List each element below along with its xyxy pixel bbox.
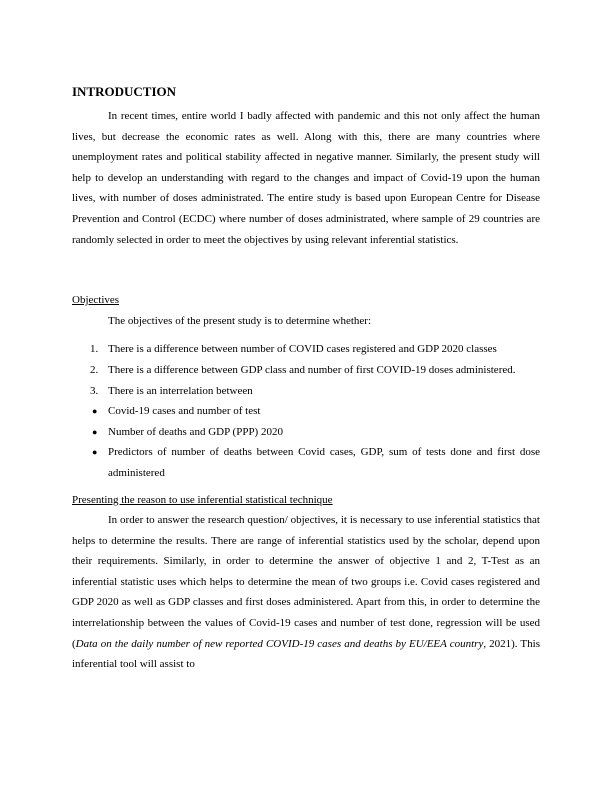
list-number: 2. bbox=[90, 363, 99, 376]
reason-paragraph-text: In order to answer the research question/ objectives, it is necessary to use inferential statistics that helps to determine the results. There are range of inferential statistics used by the scholar, depend upon their requirements. Similarly, in order to determine the answer of objective 1 and 2, T-Test as an inferential statistic uses which helps to determine the mean of two groups i.e. Covid cases registered and GDP 2020 as well as GDP classes and first doses administered. Apart from this, in order to determine the interrelationship between the values of Covid-19 cases and number of test done, regression will be used ( bbox=[72, 514, 540, 650]
list-item-text: Number of deaths and GDP (PPP) 2020 bbox=[108, 425, 283, 438]
objectives-numbered-list bbox=[72, 339, 540, 401]
list-item bbox=[72, 422, 540, 443]
list-item-text: Predictors of number of deaths between Covid cases, GDP, sum of tests done and first dose administered bbox=[108, 446, 540, 479]
bullet-icon: ● bbox=[92, 426, 98, 437]
page-content bbox=[72, 84, 540, 675]
intro-paragraph: In recent times, entire world I badly affected with pandemic and this not only affect the human lives, but decrease the economic rates as well. Along with this, there are many countries where unemployment rates and political stability affected in negative manner. Similarly, the present study will help to develop an understanding with regard to the changes and impact of Covid-19 upon the human lives, with number of doses administrated. The entire study is based upon European Centre for Disease Prevention and Control (ECDC) where number of doses administrated, where sample of 29 countries are randomly selected in order to meet the objectives by using relevant inferential statistics. bbox=[72, 110, 540, 246]
list-item bbox=[72, 401, 540, 422]
list-item bbox=[72, 381, 540, 402]
reason-heading: Presenting the reason to use inferential statistical technique bbox=[72, 493, 333, 506]
list-item bbox=[72, 442, 540, 483]
citation-title: Data on the daily number of new reported COVID-19 cases and deaths by EU/EEA country bbox=[75, 637, 484, 650]
list-item bbox=[72, 339, 540, 360]
page-title: INTRODUCTION bbox=[72, 84, 177, 99]
list-item-text: Covid-19 cases and number of test bbox=[108, 405, 261, 418]
bullet-icon: ● bbox=[92, 447, 98, 458]
list-number: 3. bbox=[90, 384, 99, 397]
objectives-heading: Objectives bbox=[72, 294, 120, 307]
list-item-text: There is a difference between GDP class and number of first COVID-19 doses administered. bbox=[108, 363, 516, 376]
reason-paragraph-end: , 2021). This inferential tool will assist to bbox=[72, 637, 540, 671]
objectives-bullet-list bbox=[72, 401, 540, 483]
bullet-icon: ● bbox=[92, 406, 98, 417]
list-item-text: There is a difference between number of COVID cases registered and GDP 2020 classes bbox=[108, 343, 497, 356]
objectives-lead: The objectives of the present study is to determine whether: bbox=[108, 314, 372, 327]
list-item bbox=[72, 360, 540, 381]
section-spacer bbox=[72, 250, 540, 290]
list-item-text: There is an interrelation between bbox=[108, 384, 253, 397]
reason-paragraph bbox=[72, 510, 540, 675]
list-number: 1. bbox=[90, 343, 99, 356]
